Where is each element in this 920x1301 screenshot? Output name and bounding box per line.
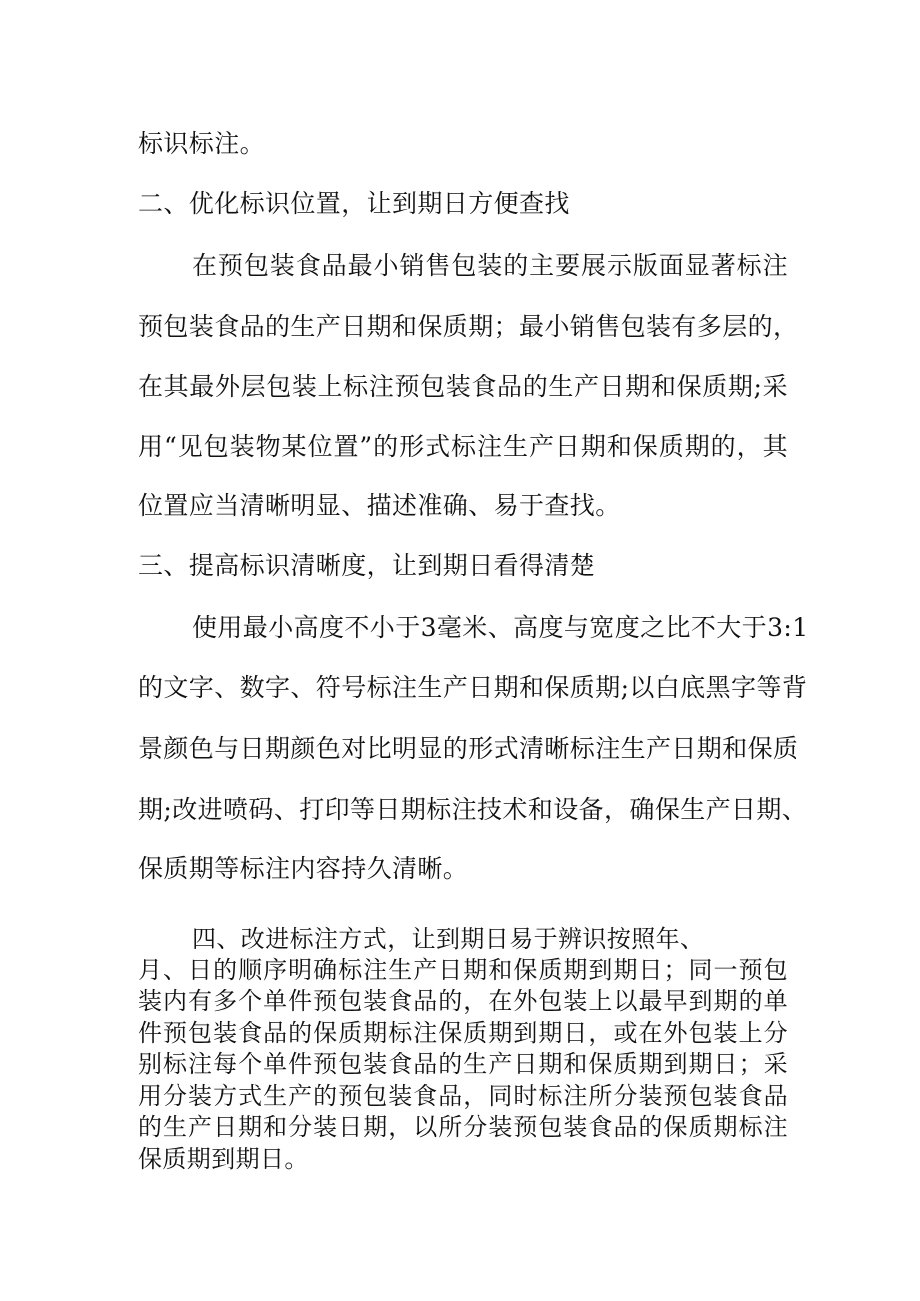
section-2-line-1: 在预包装食品最小销售包装的主要展示版面显著标注	[192, 251, 788, 280]
section-3-line-3: 景颜色与日期颜色对比明显的形式清晰标注生产日期和保质	[138, 734, 799, 763]
section-3-line-2: 的文字、数字、符号标注生产日期和保质期;以白底黑字等背	[138, 673, 808, 702]
section-2-line-3: 在其最外层包装上标注预包装食品的生产日期和保质期;采	[138, 372, 788, 401]
section-4-line-5: 别标注每个单件预包装食品的生产日期和保质期到期日；采	[138, 1050, 788, 1078]
section-4-line-8: 保质期到期日。	[138, 1145, 309, 1173]
section-3-line-5: 保质期等标注内容持久清晰。	[138, 854, 469, 883]
section-4-line-2: 月、日的顺序明确标注生产日期和保质期到期日；同一预包	[138, 956, 788, 984]
section-2-line-5: 位置应当清晰明显、描述准确、易于查找。	[138, 491, 621, 520]
intro-tail-text: 标识标注。	[138, 129, 266, 158]
section-4-line-6: 用分装方式生产的预包装食品，同时标注所分装预包装食品	[138, 1082, 788, 1110]
section-2-heading: 二、优化标识位置，让到期日方便查找	[138, 189, 570, 218]
section-4-line-1: 四、改进标注方式，让到期日易于辨识按照年、	[192, 925, 705, 953]
section-3-line-4: 期;改进喷码、打印等日期标注技术和设备，确保生产日期、	[138, 795, 808, 824]
section-2-line-2: 预包装食品的生产日期和保质期；最小销售包装有多层的，	[138, 312, 799, 341]
section-4-line-3: 装内有多个单件预包装食品的，在外包装上以最早到期的单	[138, 987, 788, 1015]
section-4-line-7: 的生产日期和分装日期，以所分装预包装食品的保质期标注	[138, 1113, 788, 1141]
section-3-line-1: 使用最小高度不小于3毫米、高度与宽度之比不大于3:1	[192, 613, 809, 642]
section-3-heading: 三、提高标识清晰度，让到期日看得清楚	[138, 551, 596, 580]
section-2-line-4: 用“见包装物某位置”的形式标注生产日期和保质期的，其	[138, 432, 788, 461]
section-4-line-4: 件预包装食品的保质期标注保质期到期日，或在外包装上分	[138, 1019, 788, 1047]
